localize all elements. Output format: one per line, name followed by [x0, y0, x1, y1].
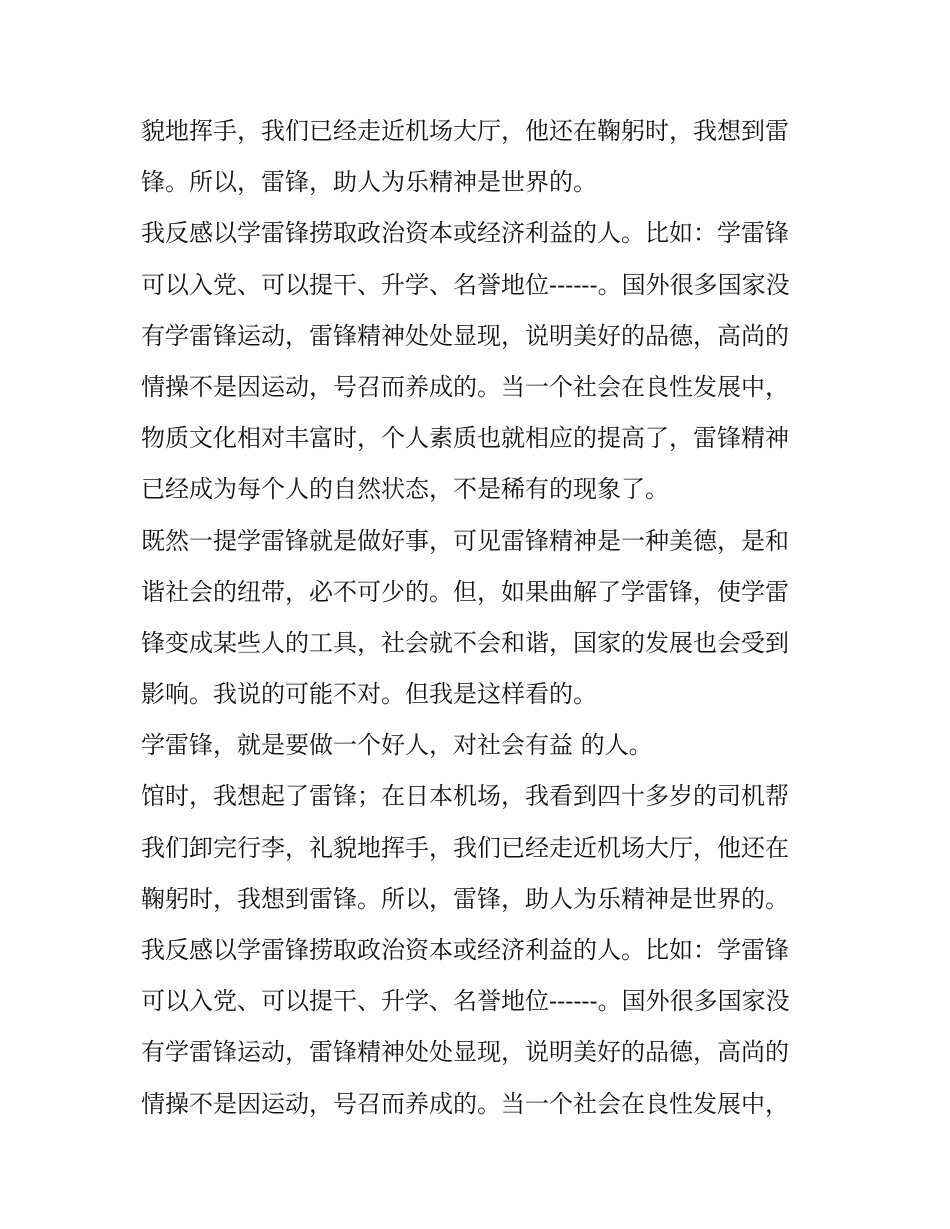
text-line: 鞠躬时，我想到雷锋。所以，雷锋，助人为乐精神是世界的。 [141, 884, 789, 913]
text-line: 情操不是因运动，号召而养成的。当一个社会在良性发展中， [141, 372, 789, 401]
text-line: 我反感以学雷锋捞取政治资本或经济利益的人。比如：学雷锋 [141, 936, 789, 964]
text-line: 我反感以学雷锋捞取政治资本或经济利益的人。比如：学雷锋 [141, 219, 789, 248]
text-line: 锋。所以，雷锋，助人为乐精神是世界的。 [141, 168, 597, 197]
text-line: 物质文化相对丰富时，个人素质也就相应的提高了，雷锋精神 [141, 424, 789, 453]
text-line: 学雷锋，就是要做一个好人，对社会有益 的人。 [141, 731, 653, 760]
document-body [141, 106, 821, 1130]
text-line: 可以入党、可以提干、升学、名誉地位------。国外很多国家没 [141, 987, 790, 1016]
text-line: 既然一提学雷锋就是做好事，可见雷锋精神是一种美德，是和 [141, 526, 789, 555]
text-line: 锋变成某些人的工具，社会就不会和谐，国家的发展也会受到 [141, 628, 789, 657]
text-line: 情操不是因运动，号召而养成的。当一个社会在良性发展中， [141, 1089, 789, 1118]
text-line: 有学雷锋运动，雷锋精神处处显现，说明美好的品德，高尚的 [141, 321, 789, 350]
text-line: 有学雷锋运动，雷锋精神处处显现，说明美好的品德，高尚的 [141, 1038, 789, 1067]
text-line: 馆时，我想起了雷锋；在日本机场，我看到四十多岁的司机帮 [141, 782, 789, 811]
text-line: 可以入党、可以提干、升学、名誉地位------。国外很多国家没 [141, 270, 790, 299]
text-line: 谐社会的纽带，必不可少的。但，如果曲解了学雷锋，使学雷 [141, 577, 789, 606]
text-line: 我们卸完行李，礼貌地挥手，我们已经走近机场大厅，他还在 [141, 833, 789, 862]
text-line: 已经成为每个人的自然状态，不是稀有的现象了。 [141, 475, 669, 504]
text-line: 貌地挥手，我们已经走近机场大厅，他还在鞠躬时，我想到雷 [141, 117, 789, 145]
text-line: 影响。我说的可能不对。但我是这样看的。 [141, 680, 597, 709]
